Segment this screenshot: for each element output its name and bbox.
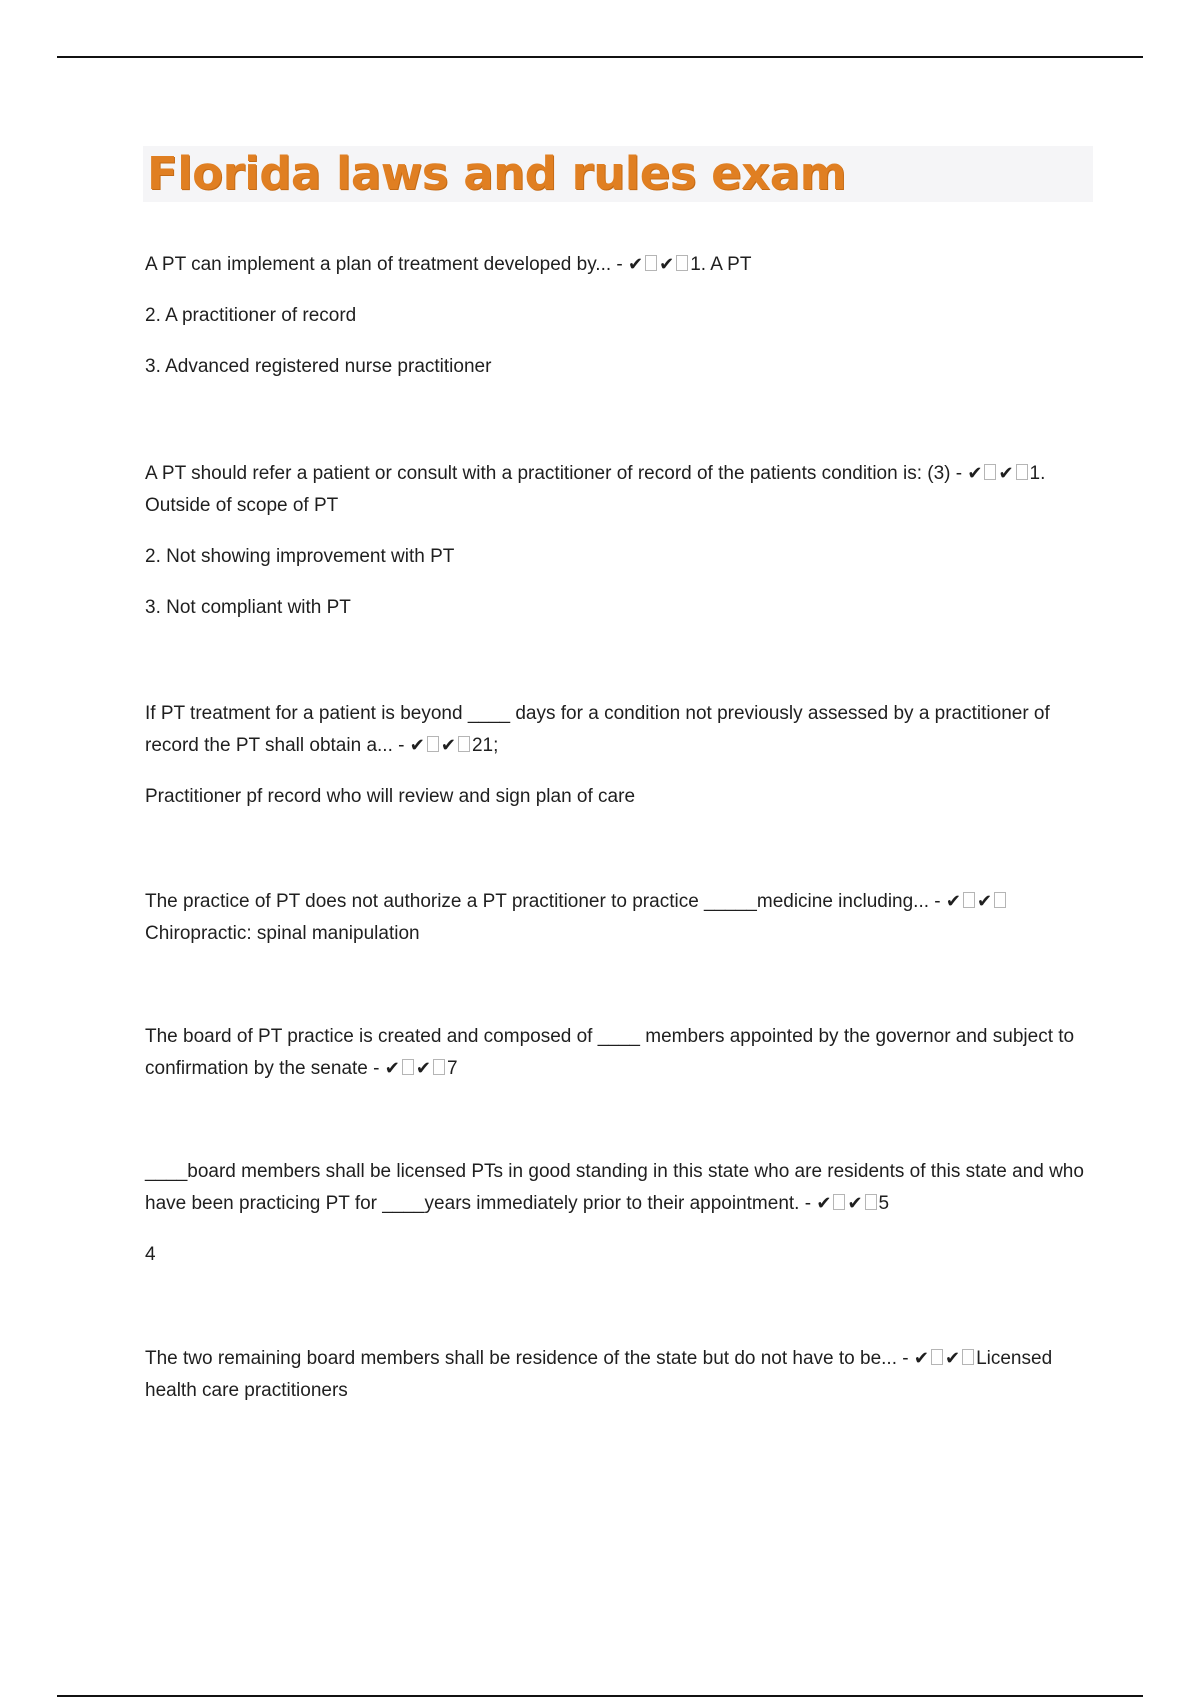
check-icon: ✔	[967, 463, 983, 484]
check-icon: ✔	[440, 735, 456, 756]
answer-text: 21;	[471, 735, 499, 756]
check-icon: ✔	[384, 1058, 400, 1079]
check-icon: ✔	[945, 891, 962, 912]
qa-item-7	[145, 1343, 1085, 1407]
question-text: ____board members shall be licensed PTs in good standing in this state who are residents of this state and who have been practicing PT for ____years immediately prior to their appointment.	[145, 1161, 1084, 1214]
separator: -	[799, 1193, 817, 1214]
answer-text: 7	[446, 1058, 458, 1079]
answer-line: 4	[145, 1244, 156, 1265]
question-text: A PT should refer a patient or consult with a practitioner of record of the patients condition is: (3)	[145, 463, 951, 484]
question	[145, 698, 1085, 762]
missing-glyph-box	[833, 1194, 845, 1210]
qa-item-6	[145, 1156, 1085, 1271]
separator: -	[611, 254, 629, 275]
answer-text: 1. Outside of scope of PT	[145, 463, 1046, 516]
missing-glyph-box	[962, 1349, 974, 1365]
check-icon: ✔	[847, 1193, 863, 1214]
missing-glyph-box	[645, 255, 657, 271]
missing-glyph-box	[1016, 464, 1028, 480]
question	[145, 1021, 1085, 1085]
question-text: The board of PT practice is created and composed of ____ members appointed by the governor and subject to confirmation by the senate	[145, 1026, 1075, 1079]
missing-glyph-box	[963, 892, 975, 908]
answer-line: Practitioner pf record who will review and sign plan of care	[145, 786, 636, 807]
question	[145, 886, 1085, 950]
qa-item-4	[145, 886, 1085, 950]
answer-line: 2. A practitioner of record	[145, 305, 357, 326]
check-icon: ✔	[628, 254, 644, 275]
qa-item-2	[145, 458, 1085, 624]
question	[145, 1343, 1085, 1407]
question	[145, 1156, 1085, 1220]
separator: -	[367, 1058, 385, 1079]
check-icon: ✔	[913, 1348, 929, 1369]
separator: -	[897, 1348, 914, 1369]
check-icon: ✔	[998, 463, 1014, 484]
missing-glyph-box	[865, 1194, 877, 1210]
answer-text: 1. A PT	[690, 254, 752, 275]
missing-glyph-box	[427, 736, 439, 752]
answer-text: Licensed health care practitioners	[145, 1348, 1053, 1401]
check-icon: ✔	[409, 735, 425, 756]
separator: -	[950, 463, 968, 484]
question-text: A PT can implement a plan of treatment developed by...	[145, 254, 612, 275]
missing-glyph-box	[402, 1059, 414, 1075]
answer-line: 2. Not showing improvement with PT	[145, 546, 455, 567]
separator: -	[929, 891, 946, 912]
question-text: The practice of PT does not authorize a PT practitioner to practice _____medicine including...	[145, 891, 930, 912]
missing-glyph-box	[676, 255, 688, 271]
check-icon: ✔	[415, 1058, 431, 1079]
check-icon: ✔	[977, 891, 993, 912]
qa-item-5	[145, 1021, 1085, 1085]
separator: -	[392, 735, 410, 756]
missing-glyph-box	[458, 736, 470, 752]
question	[145, 458, 1085, 522]
check-icon: ✔	[659, 254, 675, 275]
page-title: Florida laws and rules exam	[147, 147, 846, 200]
missing-glyph-box	[433, 1059, 445, 1075]
question-text: The two remaining board members shall be residence of the state but do not have to be...	[145, 1348, 897, 1369]
missing-glyph-box	[931, 1349, 943, 1365]
qa-item-1	[145, 249, 1085, 383]
answer-text: Chiropractic: spinal manipulation	[145, 923, 420, 944]
answer-line: 3. Advanced registered nurse practitioner	[145, 356, 492, 377]
missing-glyph-box	[984, 464, 996, 480]
question-text: If PT treatment for a patient is beyond ____ days for a condition not previously assessed by a practitioner of record the PT shall obtain a...	[145, 703, 1050, 756]
check-icon: ✔	[816, 1193, 832, 1214]
question	[145, 249, 1085, 281]
bottom-rule	[57, 1695, 1143, 1697]
missing-glyph-box	[994, 892, 1006, 908]
answer-text: 5	[878, 1193, 890, 1214]
top-rule	[57, 56, 1143, 58]
qa-item-3	[145, 698, 1085, 813]
check-icon: ✔	[944, 1348, 961, 1369]
answer-line: 3. Not compliant with PT	[145, 597, 351, 618]
